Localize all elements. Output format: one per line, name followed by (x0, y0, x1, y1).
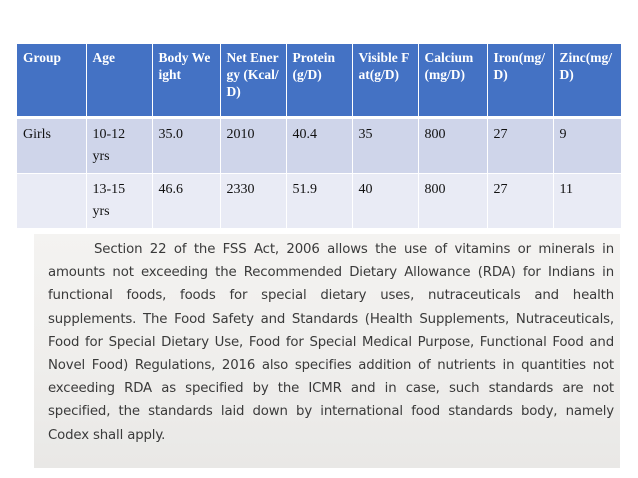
cell-visible-fat: 40 (352, 173, 418, 228)
table-header-row (17, 44, 621, 117)
cell-zinc: 11 (553, 173, 621, 228)
paragraph-line: Codex shall apply. (48, 427, 166, 443)
header-visible-fat: Visible Fat(g/D) (352, 44, 418, 117)
cell-group: Girls (17, 117, 86, 173)
header-iron: Iron(mg/D) (487, 44, 553, 117)
cell-protein: 51.9 (286, 173, 352, 228)
cell-calcium: 800 (418, 173, 487, 228)
paragraph-line: amounts not exceeding the Recommended Dietary Allowance (RDA) for Indians in (48, 265, 614, 281)
cell-iron: 27 (487, 117, 553, 173)
cell-body-weight: 35.0 (152, 117, 220, 173)
regulation-paragraph (48, 238, 614, 447)
header-body-weight: Body Weight (152, 44, 220, 117)
header-net-energy: Net Energy (Kcal/D) (220, 44, 286, 117)
table-row (17, 117, 621, 173)
scanned-regulation-excerpt (34, 234, 620, 468)
cell-zinc: 9 (553, 117, 621, 173)
header-protein: Protein (g/D) (286, 44, 352, 117)
rda-table (17, 44, 621, 228)
cell-group (17, 173, 86, 228)
paragraph-line: specified, the standards laid down by international food standards body, namely (48, 404, 614, 420)
header-calcium: Calcium(mg/D) (418, 44, 487, 117)
cell-calcium: 800 (418, 117, 487, 173)
header-zinc: Zinc(mg/D) (553, 44, 621, 117)
paragraph-line: Food for Special Dietary Use, Food for Special Medical Purpose, Functional Food and (48, 334, 614, 350)
paragraph-line: Section 22 of the FSS Act, 2006 allows the use of vitamins or minerals in (94, 242, 614, 257)
table-row (17, 173, 621, 228)
cell-protein: 40.4 (286, 117, 352, 173)
header-age: Age (86, 44, 152, 117)
cell-age: 10-12 yrs (86, 117, 152, 173)
paragraph-line: Novel Food) Regulations, 2016 also specifies addition of nutrients in quantities not (48, 358, 614, 374)
cell-visible-fat: 35 (352, 117, 418, 173)
cell-net-energy: 2010 (220, 117, 286, 173)
cell-iron: 27 (487, 173, 553, 228)
cell-net-energy: 2330 (220, 173, 286, 228)
paragraph-line: functional foods, foods for special dietary uses, nutraceuticals and health (48, 288, 614, 304)
paragraph-line: supplements. The Food Safety and Standards (Health Supplements, Nutraceuticals, (48, 311, 614, 327)
paragraph-line: exceeding RDA as specified by the ICMR and in case, such standards are not (48, 381, 614, 397)
header-group: Group (17, 44, 86, 117)
cell-body-weight: 46.6 (152, 173, 220, 228)
cell-age: 13-15 yrs (86, 173, 152, 228)
